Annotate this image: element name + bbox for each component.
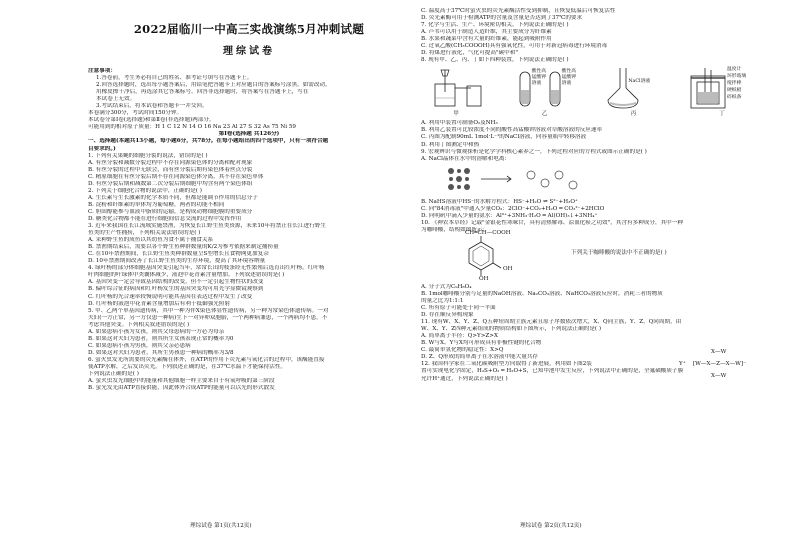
text-line: 8. 现有甲、乙、丙、丁如下四种装置，下列说法正确的是( ) [421,57,569,64]
text-line: D. Z、Q形成的简单离子在水溶液中能大量共存 [421,354,539,361]
text-line: 可能用到的相对原子质量：H 1 C 12 N 14 O 16 Na 23 Al 27 S 32 As 75 Ni 59 [88,124,296,131]
figure-apparatus-yi [510,66,580,118]
label-d-line5: 碎纸条 [726,95,742,101]
text-line: C. 精原细胞在有丝分裂后期不存在同源染色体分离，其不存在染色单体 [88,173,264,180]
text-line: C. 胆固醇能参与血液中脂质的运输，是构成动物细胞膜的重要成分 [88,208,253,215]
text-line: B. 如果这对夫妇为患者，则其所生女孩表现正常的概率为0 [88,335,234,342]
gas-generator-icon [421,66,491,110]
text-line: D. 荧光素酶可用于检测ATP的含量及含量是否达到了37℃的要求 [421,15,583,22]
text-line: 第Ⅰ卷(选择题 共126分) [218,131,280,138]
page-title: 2022届临川一中高三实战演练5月冲刺试题 [133,22,365,36]
figure-label-bing: 丙 [630,111,637,118]
label-b-line2: 锰酸钾 [561,75,577,81]
text-line: 2. 下列关于细胞化合物的说法中，正确的是( ) [88,187,202,194]
label-d-line1: 温度计 [726,67,742,73]
label-d-line3: 搅拌棒 [726,81,742,87]
label-d-line4: 硬纸板 [726,88,742,94]
label-a-line1: 酸性高 [531,69,547,75]
text-line: B. 有丝分裂的过程中无联会，而有丝分裂后期有染色体着丝点分裂 [88,166,253,173]
text-line: 1.答卷前，考生务必将自己的姓名、准考证号填写在答题卡上。 [96,75,253,82]
label-a-line3: 溶液 [531,81,542,87]
apparatus-figures [421,66,757,118]
ion-lattice-icon [441,163,591,199]
text-line: A. 有丝分裂和减数分裂过程中不存在同源染色体的分离和配对现象 [88,159,253,166]
nacl-dissolution-figure [421,163,757,199]
text-line: 允许H⁺通过，下列说法正确的是( ) [421,375,508,382]
text-line: D. 10年禁渔期间改善了长江野生鱼类的生存环境，提高了其环境容纳量 [88,258,266,265]
text-line: 注意事项： [88,68,116,74]
text-line: B. W与X、Y与X均可形成具有非极性键的化合物 [421,340,542,347]
figure-label-jia: 甲 [453,111,459,118]
footer-page-left: 理综试卷 第1页(共12页) [190,523,252,529]
text-line: A. 基因突变一定会导致基因结构的改变，但不一定引起生物性状的改变 [88,279,264,286]
page-subtitle: 理综试卷 [223,46,275,57]
text-line: 4. 绿叶杨的部分体细胞基因突变引起当年，常常长出的枝条经无性繁殖后选育出红叶杨。红叶杨 [88,265,325,272]
text-line: A. 简单离子半径：Q>Y>Z>X [421,333,498,340]
text-line: B. NaHS溶液中HS⁻的水解方程式：HS⁻+H₂O ⇌ S²⁻+H₃O⁺ [421,198,578,205]
text-line: D. 有丝分裂后期和减数第二次分裂后期细胞中均含有两个染色体组 [88,180,253,187]
text-line: B. 1mol咖啡酸分别与足量的NaOH溶液、Na₂CO₃溶液、NaHCO₃溶液反应时，消耗三者的物质 [421,290,663,297]
text-line: B. 淀粉和纤维素的单体均为葡萄糖，两者的功能不相同 [88,201,225,208]
text-line: A. 芦苇可以用于制造人造纤维，其主要成分为纤维素 [421,29,552,36]
ion-structure [679,349,751,387]
text-line: 9. 宏观辨识与微观探析是化学学科核心素养之一，下列过程对应的方程式或图示正确的是( ) [421,148,647,155]
text-line: A. 如果患病小孩为女孩，则其父母患病的一方必为母亲 [88,328,225,335]
text-line: 目要求的。) [88,145,116,152]
text-line: W、X、Y、Z四种元素组成的物质结构如下图所示，下列说法正确的是( ) [421,326,602,333]
text-line: C. 在10年禁渔期间，长江野生鱼类种群数量呈S型增长且食物网更加复杂 [88,251,269,258]
text-line: 鱼类的生产性捕捞，下列相关说法错误的是( ) [88,230,201,237]
text-line: D. 将煤进行液化，气化可提高"碳中和" [421,50,518,57]
text-line: A. NaCl晶体在水中的溶解和电离： [421,155,511,162]
ion-top: X—W [711,348,727,355]
text-line: A. 采种野生鱼的成鱼以其幼鱼为食不属于捕食关系 [88,237,214,244]
text-line: A. 利用甲装置可制备O₂及NH₃ [421,120,498,127]
text-line: 用橡皮擦干净后，再选涂其它答案标号。回答非选择题时，将答案写在答题卡上，写在 [96,89,309,96]
right-text-block-mid [421,120,757,162]
text-line: B. 萤光发光由ATP直接供能，因此体外合成ATP的能量可以以光的形式散发 [88,385,275,392]
footer-page-right: 理综试卷 第2页(共12页) [520,523,582,529]
figure-label-yi: 乙 [541,111,548,118]
text-line: 3. 近年来我国在长江流域实施禁渔，为恢复长江野生鱼类资源，未来10年将禁止在长江进行野生 [88,223,326,230]
ion-cation: Y⁺ [679,360,686,367]
figure-apparatus-jia [421,66,491,118]
text-line: 本卷满分300分，考试时间150分钟。 [88,110,183,117]
ion-mid: [W—X—Z—X—W]⁻ [693,360,747,367]
text-line: B. 水果和蔬菜中含有大量的纤维素，能起到吸附作用 [421,36,552,43]
text-line: D. 糖类化合物都不能在进行细胞间信息交流的过程中发挥作用 [88,215,242,222]
text-line: D. 向明矾中滴入少量的氨水：Al³⁺+3NH₃·H₂O ═ Al(OH)₃↓+3NH₄⁺ [421,212,598,219]
text-line: D. 如果这对夫妇为患者，其所生男孩患一种病的概率为3/8 [88,349,234,356]
right-column [421,8,757,383]
text-line: 为咖啡酸，结构如图所示： [421,226,489,233]
text-line: A. 生长素与生长激素的化学本质不同，但都是能调节作用的信息分子 [88,194,258,201]
text-line: 5. 甲、乙两个单基因遗传病，其中一种为伴X染色体显性遗传病，另一种为常染色体遗传病。一对 [88,307,329,314]
right-text-block-low-a [421,199,757,234]
label-b-line3: 溶液 [561,81,572,87]
text-line: B. 禁渔期结束后，需要以各个野生鱼种群数量的K/2为参考依据来制定捕捞量 [88,244,279,251]
structure-caption: 下列关于咖啡酸的说法中不正确的是( ) [571,249,667,256]
ion-bot: X—W [711,372,727,379]
text-line: 下列说法正确的是( ) [88,371,139,378]
volumetric-flask-icon [598,66,668,110]
calorimeter-icon [687,66,757,110]
text-line: C. 所有原子可能处于同一平面 [421,305,496,312]
text-line: B. 利用乙装置可比较浓度不同的酸性高锰酸钾溶液对草酸溶液的反应速率 [421,127,603,134]
text-line: 10. 《神农本草经》记载"金银花性寒味甘，具有清热解毒、凉血化瘀之功效"，其含有多种成分，其中一种 [421,219,683,226]
right-text-block-top [421,8,757,64]
text-line: A. 分子式为C₉H₈O₄ [421,283,472,290]
text-line: C. 丙图为配制90mL 1mol·L⁻¹的NaCl溶液，向容量瓶中转移溶液 [421,134,587,141]
text-line: C. 最简单氢化物的稳定性：X>Q [421,347,504,354]
text-line: C. 如果患病小孩为男孩，则其父亲必患病 [88,342,191,349]
text-line: 本试卷上无效。 [96,96,136,103]
structure-label-oh1: OH [479,275,489,282]
text-line: C. 温度高于37℃时萤火虫的荧光素酶活性受到抑制，且恢复低温后可恢复活性 [421,8,616,14]
text-line: 考虑其他突变。下列相关叙述错误的是( ) [88,321,190,328]
text-line: 6. 萤火虫发光所需要的荧光素酶在体外，在ATP的作用下荧光素与氧化合的过程中，该酶能直接 [88,356,325,363]
text-line: 一、选择题(本题共13小题，每小题6分，共78分。在每小题给出的四个选项中，只有一项符合题 [88,138,329,145]
figure-label-ding: 丁 [719,111,725,118]
text-line: 置可实现电化学固定，H₂S+O₂ ═ H₂O+S，已知甲池中发生反应，下列说法中正确的是，全氟磺酸质子膜 [421,368,684,375]
figure-apparatus-bing [598,66,668,118]
benzene-ring-icon [451,234,531,284]
text-line: C. 过氧乙酸(CH₃COOOH)具有强氧化性，可用于对新冠病毒进行环境消毒 [421,43,608,50]
text-line: 7. 化学与生活、生产、环境密切相关。下列说法正确的是( ) [421,22,569,29]
text-line: 1. 下列有关果蝇的细胞分裂的说法，错误的是( ) [88,152,208,159]
text-line: 11. 现有W、X、Y、Z、Q五种短周期主族元素且原子序数依次增大，X、Q同主族，Y、Z、Q同周期，由 [421,319,682,326]
structure-label-oh2: OH [503,265,513,272]
text-line: C. 红叶杨的光合速率较慢说明可能其基因在表达过程中发生了改变 [88,293,253,300]
label-a-line2: 锰酸钾 [531,75,547,81]
label-d-line2: 环形玻璃 [726,74,747,80]
structure-label-acid: CH═CH—COOH [465,229,511,236]
text-line: 12. 我国科学家在二氧化碳吸附型方向取得了新进展，利用如下图2装 [421,361,592,368]
left-text-block [88,68,410,392]
text-line: B. 偏叶综合征的病因和红叶杨发生的基因突变均可用光学显微镜观察到 [88,286,264,293]
text-line: D. 存在顺反异构现象 [421,312,474,319]
text-line: D. 利用丁图测定中和热 [421,141,480,148]
text-line: 3.考试结束后，将本试卷和答题卡一并交回。 [96,103,208,110]
text-line: 的量之比为1:1:1 [421,297,464,304]
text-line: 夫妇(一方正常，另一方仅患一种病)生下一对异卵双胞胎，一个两种病兼患，一个两病均不患。不 [88,314,328,321]
text-line: 2.回答选择题时，选出每小题答案后，用铅笔把答题卡上对应题目的答案标号涂黑。如需改动， [96,82,331,89]
text-line: C. 向"84消毒液"中通入少量CO₂：2ClO⁻+CO₂+H₂O ═ CO₃²⁻+2HClO [421,205,605,212]
label-b-line1: 酸性高 [561,69,577,75]
text-line: A. 萤火虫发光细胞中的能量和其他细胞一样主要来自于有氧呼吸的第三阶段 [88,378,275,385]
text-line: 叶肉细胞的叶绿体中类囊体减少，液泡中花青素含量增加。下列叙述错误的是( ) [88,272,285,279]
text-line: 本试卷分第Ⅰ卷(选择题)和第Ⅱ卷(非选择题)两部分。 [88,117,215,124]
figure-apparatus-ding [687,66,757,118]
label-c: NaCl溶液 [628,79,651,85]
text-line: D. 红叶杨的液泡中花青素含量增加后有利于抵御强光照射 [88,300,231,307]
text-line: 使ATP水解，之后发出荧光。下列叙述正确的是，在37℃水温下才能保持活性。 [88,363,287,370]
left-column [88,8,410,392]
